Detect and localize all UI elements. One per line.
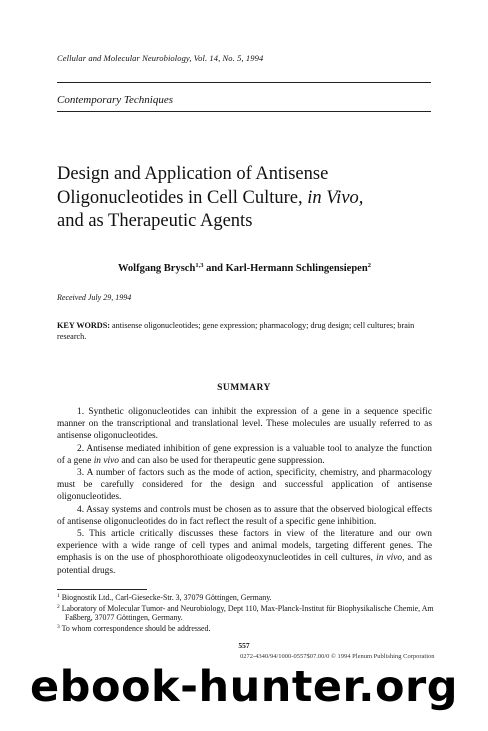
- summary-paragraph-4: 4. Assay systems and controls must be chosen as to assure that the observed biological effects of antisense oligonucleotides do in fact reflect the result of a specific gene inhibition.: [57, 504, 432, 527]
- footnote-2-mark: 2: [57, 603, 60, 610]
- copyright-line: 0272-4340/94/1000-0557$07.00/0 © 1994 Plenum Publishing Corporation: [240, 653, 435, 660]
- author-line: [118, 262, 371, 274]
- summary-paragraph-1: 1. Synthetic oligonucleotides can inhibit the expression of a gene in a sequence specific manner on the transcriptional and translational level. These molecules are usually referred to as antisense oligonucleotides.: [57, 407, 432, 442]
- title-line-2-italic: in Vivo,: [307, 187, 364, 208]
- section-rule: [57, 111, 431, 112]
- author-1-affiliation: 1,3: [195, 262, 204, 269]
- summary-paragraph-5-italic: in vivo,: [376, 553, 405, 564]
- summary-paragraph-5-text: 5. This article critically discusses these factors in view of the literature and our own experience with a wide range of cell types and animal models, targeting different genes. The emphasis is on the use of phosphorothioate oligodeoxynucleotides in cell cultures,: [57, 529, 432, 564]
- author-2-affiliation: 2: [367, 262, 371, 269]
- summary-heading: SUMMARY: [217, 383, 271, 393]
- summary-paragraph-5: [57, 528, 432, 577]
- footnotes: [57, 592, 437, 633]
- keywords: [57, 320, 437, 342]
- paper-title: [57, 163, 437, 234]
- footnote-3-mark: 3: [57, 623, 60, 630]
- footnote-rule: [57, 589, 147, 590]
- top-rule: [57, 82, 431, 83]
- title-line-3: and as Therapeutic Agents: [57, 211, 253, 231]
- title-line-2: Oligonucleotides in Cell Culture,: [57, 187, 308, 208]
- summary-paragraph-2-italic: in vivo: [93, 455, 119, 466]
- footnote-1: [57, 592, 437, 603]
- author-conjunction: and: [203, 263, 226, 274]
- footnote-1-mark: 1: [57, 593, 60, 599]
- footnote-3-text: To whom correspondence should be addressed.: [59, 623, 211, 633]
- summary-paragraph-5-tail: and as potential drugs.: [57, 553, 432, 576]
- footnote-1-text: Biognostik Ltd., Carl-Giesecke-Str. 3, 37079 Göttingen, Germany.: [59, 593, 272, 602]
- watermark-text: ebook-hunter.org: [30, 662, 458, 712]
- summary-paragraph-2-tail: and can also be used for therapeutic gene suppression.: [118, 455, 325, 466]
- summary-paragraph-2: [57, 443, 432, 467]
- page-number: 557: [238, 641, 250, 650]
- footnote-3: [57, 623, 437, 634]
- author-2-name: Karl-Hermann Schlingensiepen: [225, 263, 368, 274]
- summary-body: [57, 406, 432, 577]
- journal-citation: Cellular and Molecular Neurobiology, Vol. 14, No. 5, 1994: [57, 53, 264, 63]
- summary-paragraph-2-text: 2. Antisense mediated inhibition of gene expression is a valuable tool to analyze the function of a gene: [57, 443, 432, 466]
- footnote-2: [57, 603, 437, 623]
- received-date: Received July 29, 1994: [57, 293, 132, 302]
- footnote-2-text: Laboratory of Molecular Tumor- and Neurobiology, Dept 110, Max-Planck-Institut für Biophysikalische Chemie, Am Faßberg, 37077 Göttingen, Germany.: [59, 603, 434, 623]
- author-1-name: Wolfgang Brysch: [118, 263, 196, 274]
- section-label: Contemporary Techniques: [57, 94, 174, 106]
- title-line-1: Design and Application of Antisense: [57, 164, 329, 184]
- keywords-label: KEY WORDS:: [57, 321, 110, 330]
- keywords-text: antisense oligonucleotides; gene expression; pharmacology; drug design; cell cultures; brain research.: [57, 321, 415, 341]
- summary-paragraph-3: 3. A number of factors such as the mode of action, specificity, chemistry, and pharmacology must be carefully considered for the design and successful application of antisense oligonucleotides.: [57, 468, 432, 503]
